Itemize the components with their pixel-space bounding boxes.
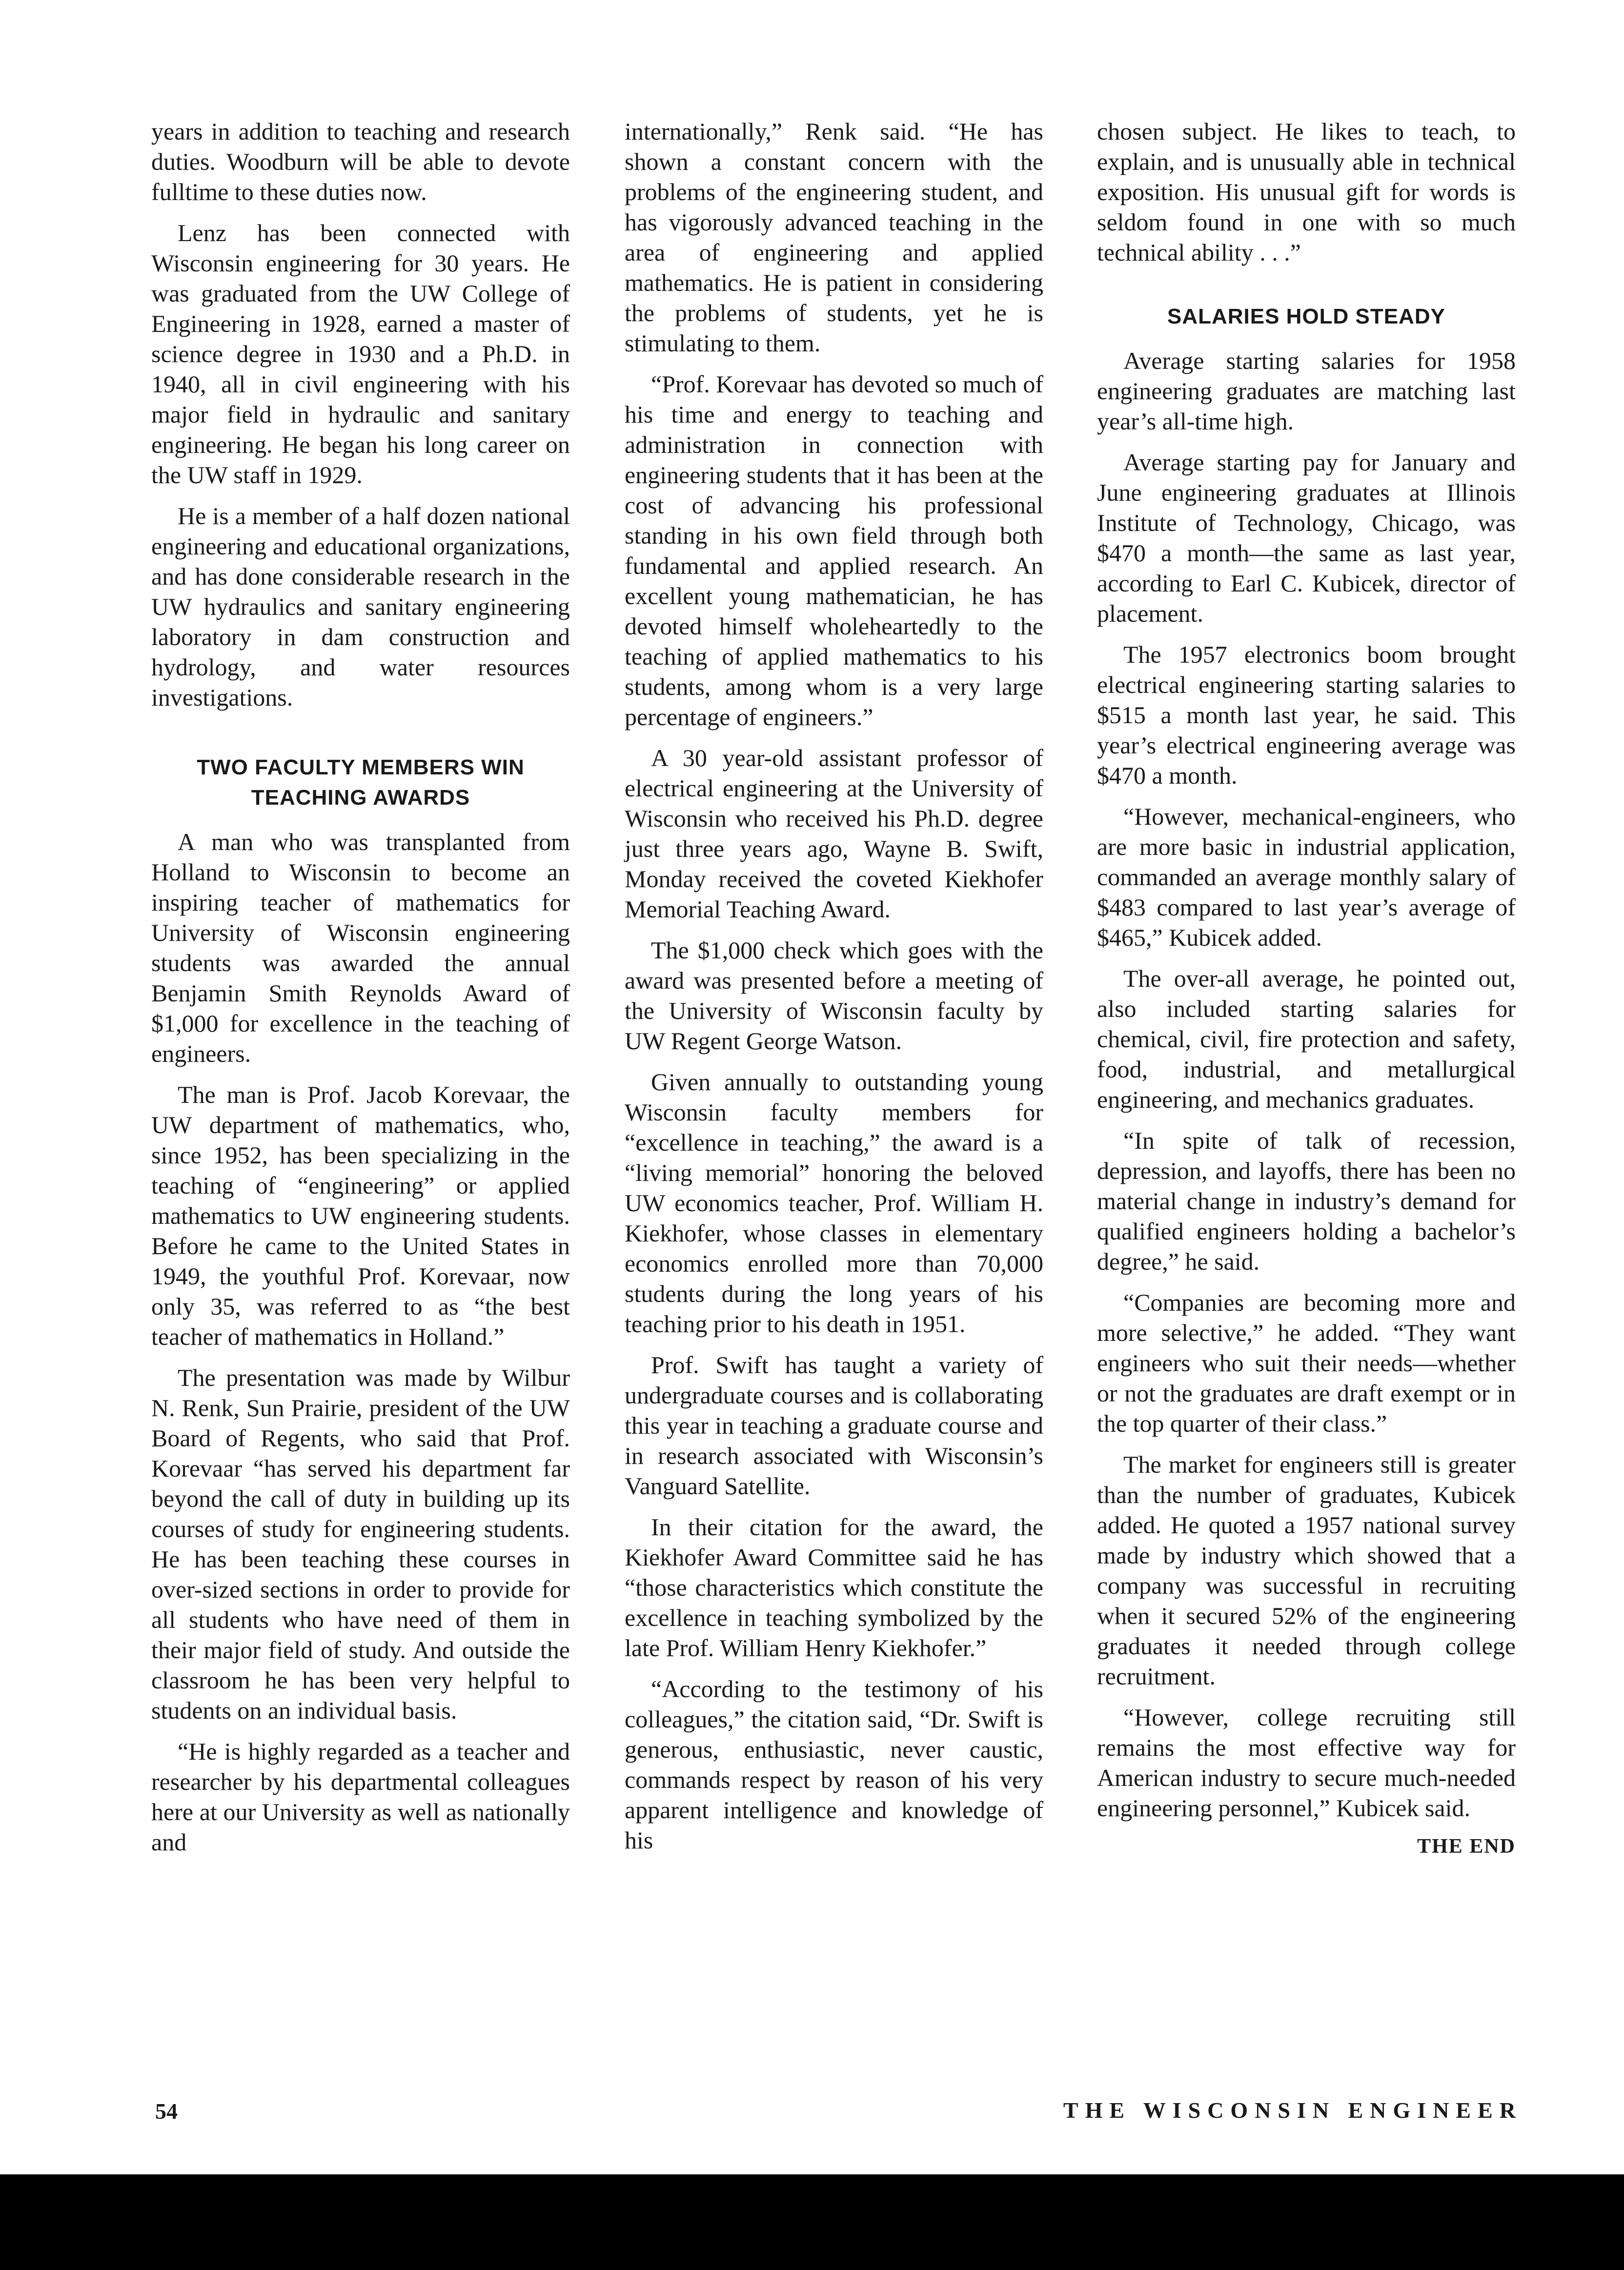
paragraph: “However, mechanical-engineers, who are more basic in industrial application, commanded an average monthly salary of $483 compared to last year’s average of $465,” Kubicek added. <box>1097 803 1516 951</box>
paragraph: Average starting pay for January and June engineering graduates at Illinois Institute of Technology, Chicago, was $470 a month—the same as last year, according to Earl C. Kubicek, director of placement. <box>1097 448 1516 627</box>
paragraph: The 1957 electronics boom brought electrical engineering starting salaries to $515 a month last year, he said. This year’s electrical engineering average was $470 a month. <box>1097 641 1516 789</box>
paragraph: chosen subject. He likes to teach, to explain, and is unusually able in technical exposition. His unusual gift for words is seldom found in one with so much technical ability . . .” <box>1097 118 1516 266</box>
paragraph: Given annually to outstanding young Wisconsin faculty members for “excellence in teaching,” the award is a “living memorial” honoring the beloved UW economics teacher, Prof. William H. Kiekhofer, whose classes in elementary economics enrolled more than 70,000 students during the long years of his teaching prior to his death in 1951. <box>625 1068 1043 1338</box>
paragraph: A man who was transplanted from Holland to Wisconsin to become an inspiring teacher of mathematics for University of Wisconsin engineering students was awarded the annual Benjamin Smith Reynolds Award of $1,000 for excellence in the teaching of engineers. <box>151 828 570 1067</box>
paragraph: internationally,” Renk said. “He has shown a constant concern with the problems of the engineering student, and has vigorously advanced teaching in the area of engineering and applied mathematics. He is patient in considering the problems of students, yet he is stimulating to them. <box>625 118 1043 357</box>
paragraph: Lenz has been connected with Wisconsin engineering for 30 years. He was graduated from the UW College of Engineering in 1928, earned a master of science degree in 1930 and a Ph.D. in 1940, all in civil engineering with his major field in hydraulic and sanitary engineering. He began his long career on the UW staff in 1929. <box>151 219 570 488</box>
section-heading-salaries: SALARIES HOLD STEADY <box>1167 304 1446 328</box>
section-heading-teaching-awards: TWO FACULTY MEMBERS WIN TEACHING AWARDS <box>197 755 525 810</box>
paragraph: Average starting salaries for 1958 engineering graduates are matching last year’s all-time high. <box>1097 347 1516 435</box>
paragraph: “Prof. Korevaar has devoted so much of his time and energy to teaching and administration in connection with engineering students that it has been at the cost of advancing his professional standing in his own field through both fundamental and applied research. An excellent young mathematician, he has devoted himself wholeheartedly to the teaching of applied mathematics to his students, among whom is a very large percentage of engineers.” <box>625 370 1043 730</box>
scan-border <box>0 2174 1624 2270</box>
publication-title: THE WISCONSIN ENGINEER <box>1063 2098 1522 2123</box>
paragraph: A 30 year-old assistant professor of electrical engineering at the University of Wisconsin who received his Ph.D. degree just three years ago, Wayne B. Swift, Monday received the coveted Kiekhofer Memorial Teaching Award. <box>625 744 1043 923</box>
paragraph: The presentation was made by Wilbur N. Renk, Sun Prairie, president of the UW Board of Regents, who said that Prof. Korevaar “has served his department far beyond the call of duty in building up its courses of study for engineering students. He has been teaching these courses in over-sized sections in order to provide for all students who have need of them in their major field of study. And outside the classroom he has been very helpful to students on an individual basis. <box>151 1364 570 1724</box>
article-column-3 <box>1097 116 1516 1858</box>
article-column-2 <box>625 116 1043 1866</box>
paragraph: The market for engineers still is greater than the number of graduates, Kubicek added. He quoted a 1957 national survey made by industry which showed that a company was successful in recruiting when it secured 52% of the engineering graduates it needed through college recruitment. <box>1097 1451 1516 1690</box>
paragraph: He is a member of a half dozen national engineering and educational organizations, and has done considerable research in the UW hydraulics and sanitary engineering laboratory in dam construction and hydrology, and water resources investigations. <box>151 502 570 711</box>
paragraph: “Companies are becoming more and more selective,” he added. “They want engineers who suit their needs—whether or not the graduates are draft exempt or in the top quarter of their class.” <box>1097 1289 1516 1437</box>
article-column-1 <box>151 116 570 1868</box>
paragraph: “In spite of talk of recession, depression, and layoffs, there has been no material change in industry’s demand for qualified engineers holding a bachelor’s degree,” he said. <box>1097 1127 1516 1275</box>
paragraph: The $1,000 check which goes with the award was presented before a meeting of the University of Wisconsin faculty by UW Regent George Watson. <box>625 936 1043 1054</box>
paragraph: “According to the testimony of his colleagues,” the citation said, “Dr. Swift is generous, enthusiastic, never caustic, commands respect by reason of his very apparent intelligence and knowledge of his <box>625 1675 1043 1854</box>
paragraph: “He is highly regarded as a teacher and researcher by his departmental colleagues here at our University as well as nationally and <box>151 1738 570 1856</box>
paragraph: “However, college recruiting still remains the most effective way for American industry to secure much-needed engineering personnel,” Kubicek said. <box>1097 1703 1516 1822</box>
paragraph: The man is Prof. Jacob Korevaar, the UW department of mathematics, who, since 1952, has been specializing in the teaching of “engineering” or applied mathematics to UW engineering students. Before he came to the United States in 1949, the youthful Prof. Korevaar, now only 35, was referred to as “the best teacher of mathematics in Holland.” <box>151 1081 570 1350</box>
page-number: 54 <box>155 2099 178 2124</box>
paragraph: In their citation for the award, the Kiekhofer Award Committee said he has “those characteristics which constitute the excellence in teaching symbolized by the late Prof. William Henry Kiekhofer.” <box>625 1513 1043 1662</box>
paragraph: years in addition to teaching and research duties. Woodburn will be able to devote fulltime to these duties now. <box>151 118 570 205</box>
paragraph: The over-all average, he pointed out, also included starting salaries for chemical, civil, fire protection and safety, food, industrial, and metallurgical engineering, and mechanics graduates. <box>1097 965 1516 1113</box>
the-end-marker: THE END <box>1417 1835 1516 1858</box>
paragraph: Prof. Swift has taught a variety of undergraduate courses and is collaborating this year in teaching a graduate course and in research associated with Wisconsin’s Vanguard Satellite. <box>625 1351 1043 1500</box>
